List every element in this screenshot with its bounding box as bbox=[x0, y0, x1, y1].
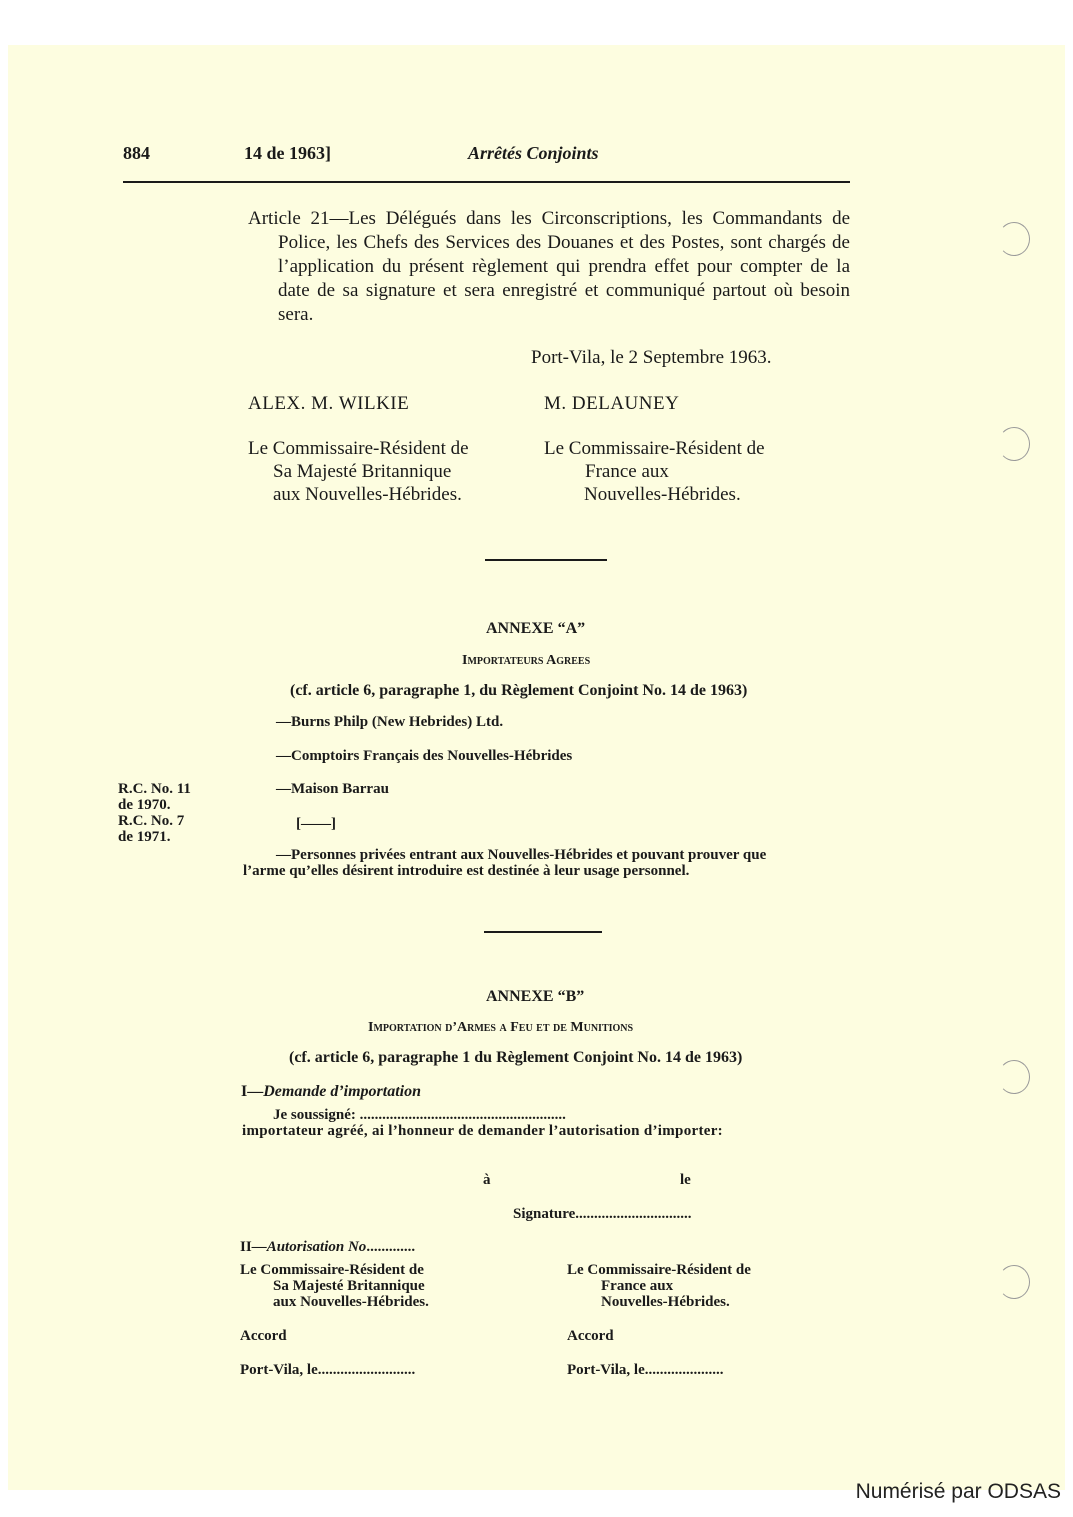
authority-right-2: France aux bbox=[601, 1278, 674, 1294]
margin-note-2: de 1970. bbox=[118, 797, 171, 813]
signatory-left-title-1: Le Commissaire-Résident de bbox=[248, 438, 469, 459]
annexe-a-reference: (cf. article 6, paragraphe 1, du Règlement Conjoint No. 14 de 1963) bbox=[290, 682, 748, 699]
authority-left-2: Sa Majesté Britannique bbox=[273, 1278, 425, 1294]
section-1-title: Demande d’importation bbox=[263, 1083, 422, 1100]
annexe-b-reference: (cf. article 6, paragraphe 1 du Règlement Conjoint No. 14 de 1963) bbox=[289, 1049, 743, 1066]
annexe-a-item-3: —Maison Barrau bbox=[276, 781, 389, 797]
punch-hole-4 bbox=[998, 1265, 1030, 1299]
annexe-a-item-1: —Burns Philp (New Hebrides) Ltd. bbox=[276, 714, 504, 730]
header-title: Arrêtés Conjoints bbox=[468, 143, 599, 163]
punch-hole-1 bbox=[998, 222, 1030, 256]
annexe-a-item-5-line1: —Personnes privées entrant aux Nouvelles-Hébrides et pouvant prouver que bbox=[276, 847, 767, 863]
section-1-label: I— bbox=[241, 1083, 264, 1100]
authority-right-3: Nouvelles-Hébrides. bbox=[601, 1294, 730, 1310]
port-vila-left bbox=[240, 1362, 415, 1378]
annexe-b-title: ANNEXE “B” bbox=[486, 988, 585, 1005]
section-divider-2 bbox=[484, 931, 602, 933]
port-vila-left-dots: ..... bbox=[396, 1362, 416, 1378]
place-date: Port-Vila, le 2 Septembre 1963. bbox=[531, 347, 772, 368]
date-le-label: le bbox=[680, 1172, 691, 1188]
signatory-left-title-3: aux Nouvelles-Hébrides. bbox=[273, 484, 462, 505]
port-vila-left-text: Port-Vila, le..................... bbox=[240, 1362, 397, 1378]
signatory-right-name: M. DELAUNEY bbox=[544, 393, 680, 414]
signatory-left-title-2: Sa Majesté Britannique bbox=[273, 461, 452, 482]
authority-right-1: Le Commissaire-Résident de bbox=[567, 1262, 751, 1278]
section-divider-1 bbox=[485, 559, 607, 561]
annexe-a-item-2: —Comptoirs Français des Nouvelles-Hébrides bbox=[276, 748, 573, 764]
signatory-left-name: ALEX. M. WILKIE bbox=[248, 393, 410, 414]
importateur-line: importateur agréé, ai l’honneur de demander l’autorisation d’importer: bbox=[242, 1123, 723, 1139]
place-a-label: à bbox=[483, 1172, 491, 1188]
annexe-a-subtitle: Importateurs Agrees bbox=[462, 653, 591, 668]
section-2-dots: ............. bbox=[366, 1239, 416, 1255]
header-rule bbox=[123, 181, 850, 183]
section-2-heading bbox=[240, 1239, 415, 1255]
margin-note-1: R.C. No. 11 bbox=[118, 781, 191, 797]
annexe-b-subtitle: Importation d’Armes a Feu et de Munitions bbox=[368, 1020, 634, 1035]
accord-right: Accord bbox=[567, 1328, 614, 1344]
page-number: 884 bbox=[123, 143, 150, 163]
annexe-a-item-4: [——] bbox=[296, 816, 336, 832]
section-2-title: Autorisation No bbox=[266, 1239, 367, 1255]
annexe-a-title: ANNEXE “A” bbox=[486, 620, 586, 637]
signatory-right-title-1: Le Commissaire-Résident de bbox=[544, 438, 765, 459]
signature-line: Signature............................... bbox=[513, 1206, 692, 1222]
digitized-by-stamp: Numérisé par ODSAS bbox=[855, 1480, 1061, 1503]
margin-note-4: de 1971. bbox=[118, 829, 171, 845]
punch-hole-3 bbox=[998, 1060, 1030, 1094]
authority-left-1: Le Commissaire-Résident de bbox=[240, 1262, 424, 1278]
accord-left: Accord bbox=[240, 1328, 287, 1344]
port-vila-right: Port-Vila, le..................... bbox=[567, 1362, 724, 1378]
soussigne-line: Je soussigné: ....................................................... bbox=[273, 1107, 566, 1123]
margin-note-3: R.C. No. 7 bbox=[118, 813, 185, 829]
signatory-right-title-3: Nouvelles-Hébrides. bbox=[584, 484, 741, 505]
article-21: Article 21—Les Délégués dans les Circonscriptions, les Commandants de Police, les Chefs des Services des Douanes et des Postes, sont chargés de l’application du présent règlement qui prendra effet pour compter de la date de sa signature et sera enregistré et communiqué partout où besoin sera. bbox=[248, 208, 850, 325]
section-1-heading bbox=[241, 1083, 421, 1100]
punch-hole-2 bbox=[998, 427, 1030, 461]
annexe-a-item-5-line2: l’arme qu’elles désirent introduire est destinée à leur usage personnel. bbox=[243, 863, 690, 879]
section-2-label: II— bbox=[240, 1239, 267, 1255]
authority-left-3: aux Nouvelles-Hébrides. bbox=[273, 1294, 429, 1310]
header-reference: 14 de 1963] bbox=[244, 143, 331, 163]
signatory-right-title-2: France aux bbox=[585, 461, 669, 482]
